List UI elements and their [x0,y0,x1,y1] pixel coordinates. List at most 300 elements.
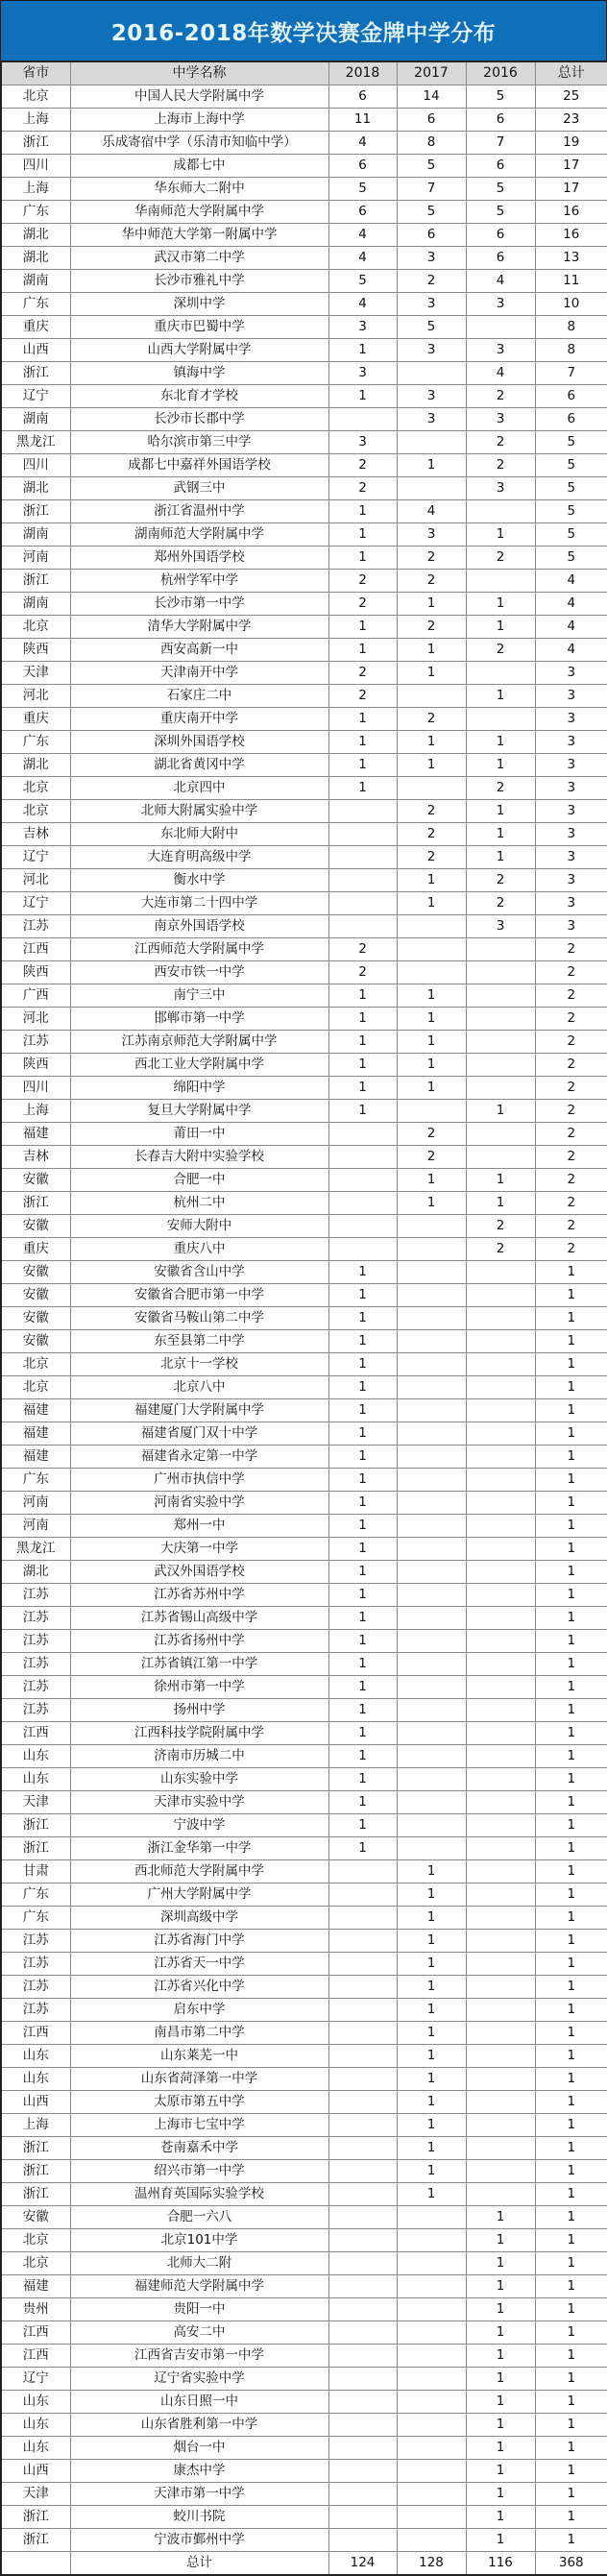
count-2018-cell [328,2483,397,2506]
school-name-cell: 合肥一中 [70,1169,328,1192]
total-cell: 4 [535,593,607,616]
count-2018-cell [328,823,397,846]
total-cell: 1 [535,2160,607,2183]
count-2016-cell: 1 [466,616,535,639]
total-cell: 1 [535,2252,607,2275]
school-name-cell: 哈尔滨市第三中学 [70,431,328,454]
school-name-cell: 福建省永定第一中学 [70,1446,328,1469]
count-2017-cell: 1 [397,454,466,477]
province-cell: 福建 [1,1123,70,1146]
total-cell: 1 [535,1630,607,1653]
count-2017-cell: 2 [397,570,466,593]
count-2018-cell: 1 [328,639,397,662]
count-2017-cell: 7 [397,178,466,201]
count-2016-cell [466,2160,535,2183]
count-2018-cell: 2 [328,593,397,616]
table-row [1,500,607,523]
school-name-cell: 东北育才学校 [70,385,328,408]
total-cell: 23 [535,109,607,132]
count-2018-cell: 1 [328,385,397,408]
total-cell: 1 [535,1722,607,1745]
count-2018-cell: 1 [328,1077,397,1100]
province-cell: 广东 [1,293,70,316]
school-name-cell: 乐成寄宿中学（乐清市知临中学） [70,132,328,155]
count-2016-cell [466,1261,535,1284]
province-cell: 重庆 [1,316,70,339]
school-name-cell: 蛟川书院 [70,2506,328,2529]
total-cell: 1 [535,1953,607,1976]
school-name-cell: 江西师范大学附属中学 [70,938,328,961]
table-row [1,1399,607,1422]
total-cell: 1 [535,1653,607,1676]
count-2016-cell: 2 [466,892,535,915]
table-row [1,362,607,385]
province-cell: 山东 [1,2068,70,2091]
count-2017-cell: 1 [397,2091,466,2114]
count-2017-cell: 1 [397,1054,466,1077]
table-row [1,1699,607,1722]
total-cell: 16 [535,201,607,224]
school-name-cell: 镇海中学 [70,362,328,385]
count-2018-cell [328,2160,397,2183]
total-cell: 1 [535,2345,607,2368]
province-cell: 湖北 [1,1561,70,1584]
count-2016-cell: 5 [466,85,535,109]
count-2017-cell [397,2529,466,2552]
count-2016-cell: 1 [466,2506,535,2529]
count-2016-cell: 4 [466,362,535,385]
school-name-cell: 扬州中学 [70,1699,328,1722]
province-cell: 安徽 [1,1330,70,1353]
total-cell: 1 [535,2229,607,2252]
count-2018-cell [328,1238,397,1261]
count-2018-cell [328,2229,397,2252]
count-2018-cell: 4 [328,132,397,155]
total-cell: 1 [535,2068,607,2091]
school-name-cell: 衡水中学 [70,869,328,892]
count-2017-cell [397,1469,466,1492]
count-2017-cell [397,1630,466,1653]
table-row [1,1215,607,1238]
total-cell: 1 [535,1699,607,1722]
province-cell: 山西 [1,2460,70,2483]
province-cell: 江苏 [1,1699,70,1722]
count-2017-cell [397,1607,466,1630]
count-2018-cell: 1 [328,1008,397,1031]
table-row [1,339,607,362]
table-row [1,1676,607,1699]
school-name-cell: 杭州学军中学 [70,570,328,593]
count-2018-cell [328,1123,397,1146]
province-cell: 北京 [1,616,70,639]
count-2016-cell [466,1515,535,1538]
count-2017-cell [397,1284,466,1307]
count-2017-cell: 1 [397,2114,466,2137]
table-row [1,1953,607,1976]
table-row [1,1261,607,1284]
table-row [1,1008,607,1031]
table-row [1,1422,607,1446]
total-cell: 3 [535,777,607,800]
school-name-cell: 济南市历城二中 [70,1745,328,1768]
total-cell: 3 [535,846,607,869]
province-cell: 浙江 [1,2506,70,2529]
count-2017-cell [397,2483,466,2506]
count-2018-cell [328,1192,397,1215]
province-cell: 安徽 [1,2206,70,2229]
count-2017-cell [397,1837,466,1860]
school-name-cell: 长沙市雅礼中学 [70,270,328,293]
total-all: 368 [535,2552,607,2576]
count-2018-cell: 1 [328,1791,397,1814]
school-name-cell: 江苏省锡山高级中学 [70,1607,328,1630]
count-2018-cell: 1 [328,1653,397,1676]
total-cell: 3 [535,708,607,731]
total-cell: 2 [535,1054,607,1077]
count-2018-cell [328,1953,397,1976]
total-cell: 1 [535,1261,607,1284]
province-cell: 湖南 [1,408,70,431]
total-cell: 1 [535,1376,607,1399]
total-cell: 1 [535,2391,607,2414]
total-cell: 1 [535,2321,607,2345]
count-2016-cell: 1 [466,1192,535,1215]
count-2018-cell [328,2275,397,2298]
count-2016-cell: 1 [466,2321,535,2345]
count-2018-cell: 2 [328,570,397,593]
count-2018-cell [328,1907,397,1930]
school-name-cell: 成都七中 [70,155,328,178]
count-2017-cell: 1 [397,2183,466,2206]
count-2016-cell [466,1699,535,1722]
count-2018-cell [328,2298,397,2321]
total-cell: 1 [535,2529,607,2552]
count-2018-cell: 1 [328,708,397,731]
total-cell: 1 [535,2506,607,2529]
province-cell: 辽宁 [1,892,70,915]
table-row [1,1907,607,1930]
table-row [1,1814,607,1837]
count-2017-cell: 1 [397,1976,466,1999]
province-cell: 湖北 [1,754,70,777]
total-cell: 1 [535,2022,607,2045]
province-cell: 江苏 [1,1976,70,1999]
count-2016-cell: 4 [466,270,535,293]
school-name-cell: 北师大二附 [70,2252,328,2275]
count-2017-cell [397,1814,466,1837]
count-2017-cell: 1 [397,2137,466,2160]
province-cell: 上海 [1,109,70,132]
count-2018-cell: 1 [328,523,397,547]
count-2018-cell [328,2206,397,2229]
total-cell: 1 [535,1515,607,1538]
table-row [1,1745,607,1768]
province-cell: 安徽 [1,1307,70,1330]
count-2017-cell: 1 [397,1192,466,1215]
province-cell: 重庆 [1,1238,70,1261]
count-2017-cell: 2 [397,823,466,846]
school-name-cell: 宁波市鄞州中学 [70,2529,328,2552]
count-2017-cell [397,1353,466,1376]
total-cell: 2 [535,1215,607,1238]
count-2016-cell [466,1492,535,1515]
count-2016-cell [466,1745,535,1768]
total-cell: 6 [535,385,607,408]
province-cell: 浙江 [1,1192,70,1215]
table-row [1,1330,607,1353]
table-row [1,2506,607,2529]
school-name-cell: 山东省菏泽第一中学 [70,2068,328,2091]
count-2016-cell: 1 [466,2206,535,2229]
count-2016-cell [466,500,535,523]
province-cell: 四川 [1,454,70,477]
province-cell: 四川 [1,1077,70,1100]
table-row [1,2414,607,2437]
count-2016-cell [466,1446,535,1469]
count-2018-cell: 1 [328,1469,397,1492]
count-2017-cell: 1 [397,1008,466,1031]
count-2016-cell: 1 [466,2460,535,2483]
school-name-cell: 西安高新一中 [70,639,328,662]
province-cell: 江西 [1,2345,70,2368]
count-2016-cell [466,1031,535,1054]
count-2018-cell [328,2045,397,2068]
count-2017-cell [397,777,466,800]
count-2016-cell: 3 [466,293,535,316]
count-2018-cell [328,2460,397,2483]
school-name-cell: 上海市上海中学 [70,109,328,132]
school-name-cell: 天津市第一中学 [70,2483,328,2506]
count-2017-cell: 2 [397,800,466,823]
table-row [1,1146,607,1169]
count-2018-cell: 4 [328,224,397,247]
province-cell: 江苏 [1,1999,70,2022]
count-2016-cell: 6 [466,247,535,270]
school-name-cell: 华南师范大学附属中学 [70,201,328,224]
province-cell: 安徽 [1,1261,70,1284]
count-2016-cell: 2 [466,869,535,892]
count-2018-cell: 1 [328,1722,397,1745]
table-row [1,1446,607,1469]
province-cell: 浙江 [1,2529,70,2552]
province-cell: 江苏 [1,1676,70,1699]
count-2017-cell: 1 [397,2045,466,2068]
province-cell: 天津 [1,662,70,685]
school-name-cell: 辽宁省实验中学 [70,2368,328,2391]
count-2016-cell [466,2114,535,2137]
table-row [1,2045,607,2068]
count-2018-cell: 3 [328,316,397,339]
count-2018-cell: 1 [328,731,397,754]
total-cell: 1 [535,1584,607,1607]
school-name-cell: 湖南师范大学附属中学 [70,523,328,547]
province-cell: 河南 [1,1492,70,1515]
count-2017-cell: 1 [397,2160,466,2183]
count-2017-cell [397,431,466,454]
count-2018-cell [328,2368,397,2391]
count-2016-cell: 1 [466,2229,535,2252]
count-2016-cell: 6 [466,155,535,178]
total-cell: 2 [535,1077,607,1100]
count-2016-cell [466,2022,535,2045]
count-2018-cell [328,2391,397,2414]
count-2016-cell [466,1469,535,1492]
province-cell: 江西 [1,1722,70,1745]
count-2018-cell [328,1169,397,1192]
total-cell: 1 [535,1883,607,1907]
count-2017-cell [397,961,466,984]
table-row [1,2345,607,2368]
table-row [1,293,607,316]
table-row [1,1768,607,1791]
province-cell: 黑龙江 [1,431,70,454]
total-cell: 1 [535,1422,607,1446]
total-cell: 8 [535,339,607,362]
table-row [1,570,607,593]
province-cell: 甘肃 [1,1860,70,1883]
count-2017-cell [397,915,466,938]
count-2018-cell: 1 [328,616,397,639]
count-2017-cell: 3 [397,385,466,408]
count-2017-cell [397,2506,466,2529]
province-cell: 浙江 [1,1814,70,1837]
count-2016-cell: 1 [466,2437,535,2460]
count-2016-cell: 1 [466,2414,535,2437]
total-cell: 2 [535,1031,607,1054]
table-row [1,1584,607,1607]
total-2016: 116 [466,2552,535,2576]
school-name-cell: 绵阳中学 [70,1077,328,1100]
total-cell: 1 [535,2460,607,2483]
total-cell: 1 [535,2275,607,2298]
total-cell: 1 [535,1307,607,1330]
table-row [1,247,607,270]
table-row [1,1192,607,1215]
school-name-cell: 深圳外国语学校 [70,731,328,754]
count-2017-cell: 1 [397,2022,466,2045]
school-name-cell: 莆田一中 [70,1123,328,1146]
total-cell: 1 [535,2091,607,2114]
school-name-cell: 山东省胜利第一中学 [70,2414,328,2437]
school-name-cell: 华中师范大学第一附属中学 [70,224,328,247]
school-name-cell: 广州大学附属中学 [70,1883,328,1907]
total-cell: 1 [535,1930,607,1953]
total-row [1,2552,607,2576]
count-2016-cell [466,1814,535,1837]
total-cell: 3 [535,915,607,938]
count-2018-cell [328,2414,397,2437]
table-row [1,1883,607,1907]
count-2018-cell: 1 [328,1261,397,1284]
school-name-cell: 浙江金华第一中学 [70,1837,328,1860]
province-cell: 江苏 [1,1630,70,1653]
count-2018-cell: 5 [328,270,397,293]
table-row [1,178,607,201]
school-name-cell: 安师大附中 [70,1215,328,1238]
count-2017-cell: 5 [397,155,466,178]
count-2016-cell [466,1953,535,1976]
table-row [1,639,607,662]
total-2018: 124 [328,2552,397,2576]
count-2017-cell [397,1100,466,1123]
school-name-cell: 启东中学 [70,1999,328,2022]
table-row [1,1054,607,1077]
table-row [1,408,607,431]
province-cell: 陕西 [1,639,70,662]
school-name-cell: 康杰中学 [70,2460,328,2483]
total-cell: 1 [535,2298,607,2321]
count-2017-cell [397,2437,466,2460]
total-cell: 1 [535,2368,607,2391]
province-cell: 辽宁 [1,385,70,408]
province-cell: 山东 [1,1768,70,1791]
count-2016-cell [466,1653,535,1676]
school-name-cell: 北师大附属实验中学 [70,800,328,823]
school-name-cell: 湖北省黄冈中学 [70,754,328,777]
table-row [1,2483,607,2506]
total-cell: 1 [535,1399,607,1422]
province-cell: 浙江 [1,2137,70,2160]
total-cell: 1 [535,1607,607,1630]
total-cell: 1 [535,1837,607,1860]
province-cell: 湖南 [1,523,70,547]
province-cell: 陕西 [1,1054,70,1077]
count-2017-cell [397,1653,466,1676]
count-2017-cell [397,1561,466,1584]
table-row [1,155,607,178]
school-name-cell: 山东莱芜一中 [70,2045,328,2068]
count-2018-cell [328,915,397,938]
count-2018-cell: 1 [328,1100,397,1123]
table-row [1,708,607,731]
count-2018-cell: 1 [328,1284,397,1307]
total-cell: 1 [535,1999,607,2022]
total-cell: 2 [535,1100,607,1123]
table-row [1,1123,607,1146]
province-cell: 辽宁 [1,2368,70,2391]
count-2016-cell [466,1376,535,1399]
count-2018-cell: 2 [328,961,397,984]
count-2018-cell: 1 [328,1676,397,1699]
table-row [1,2437,607,2460]
count-2018-cell: 1 [328,1330,397,1353]
count-2017-cell [397,1676,466,1699]
count-2017-cell [397,362,466,385]
total-cell: 13 [535,247,607,270]
table-row [1,201,607,224]
count-2016-cell: 1 [466,2483,535,2506]
province-cell: 陕西 [1,961,70,984]
school-name-cell: 复旦大学附属中学 [70,1100,328,1123]
table-row [1,915,607,938]
table-row [1,2229,607,2252]
table-row [1,270,607,293]
province-cell: 浙江 [1,570,70,593]
count-2018-cell [328,2252,397,2275]
school-name-cell: 华东师大二附中 [70,178,328,201]
province-cell: 北京 [1,777,70,800]
table-row [1,1353,607,1376]
count-2016-cell [466,938,535,961]
province-cell: 上海 [1,2114,70,2137]
count-2017-cell: 1 [397,1860,466,1883]
school-name-cell: 武钢三中 [70,477,328,500]
count-2016-cell [466,1054,535,1077]
count-2017-cell [397,1422,466,1446]
table-row [1,754,607,777]
table-row [1,1469,607,1492]
school-name-cell: 北京101中学 [70,2229,328,2252]
